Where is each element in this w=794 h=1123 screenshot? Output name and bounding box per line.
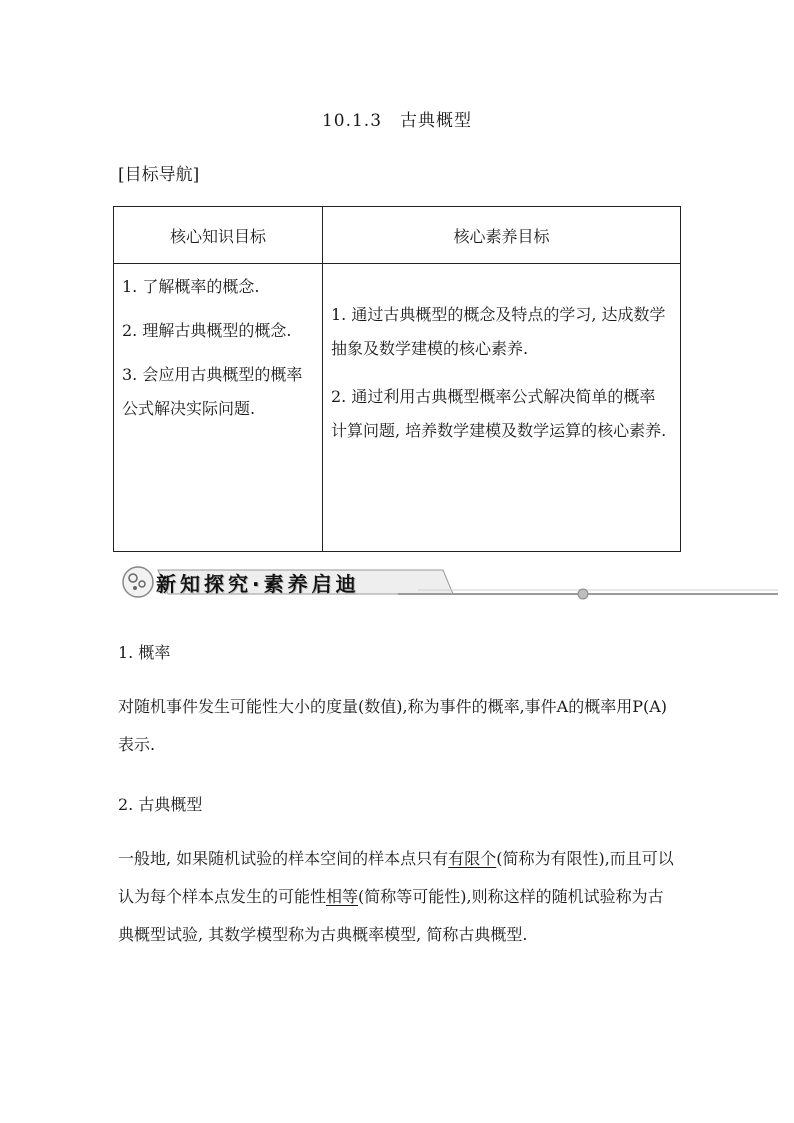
literacy-item: 1. 通过古典概型的概念及特点的学习, 达成数学抽象及数学建模的核心素养. — [331, 305, 666, 358]
section-heading: 2. 古典概型 — [118, 795, 203, 814]
header-literacy: 核心素养目标 — [323, 207, 681, 264]
table-row — [114, 264, 681, 552]
section-banner — [118, 562, 778, 602]
section-heading: 1. 概率 — [118, 643, 171, 662]
paragraph — [118, 840, 678, 954]
paragraph: 对随机事件发生可能性大小的度量(数值),称为事件的概率,事件A的概率用P(A)表示. — [118, 697, 668, 754]
literacy-cell — [323, 264, 681, 552]
section-label: [目标导航] — [118, 165, 200, 185]
literacy-item: 2. 通过利用古典概型概率公式解决简单的概率计算问题, 培养数学建模及数学运算的核心素养. — [331, 387, 667, 440]
knowledge-item: 2. 理解古典概型的概念. — [122, 321, 292, 340]
banner-dot-icon — [578, 589, 588, 599]
goals-table — [113, 206, 681, 552]
knowledge-item: 3. 会应用古典概型的概率公式解决实际问题. — [122, 365, 303, 418]
table-header-row — [114, 207, 681, 264]
banner-title: 新知探究·素养启迪 — [156, 572, 360, 596]
knowledge-cell — [114, 264, 323, 552]
text-run: 一般地, 如果随机试验的样本空间的样本点只有 — [118, 849, 449, 868]
header-knowledge: 核心知识目标 — [114, 207, 323, 264]
banner-badge-icon — [123, 567, 153, 597]
page-title: 10.1.3 古典概型 — [321, 111, 473, 131]
underlined-term: 相等 — [326, 887, 359, 906]
text-run: (简称等可能性),则称这样的随机试验称为古典概型试验, 其数学模型称为古典概率模型, 简称古典概型. — [118, 887, 664, 944]
knowledge-item: 1. 了解概率的概念. — [122, 277, 260, 296]
underlined-term: 有限个 — [448, 849, 497, 868]
text-run: (简称为有限性),而且可以认为每个样本点发生的可能性 — [118, 849, 674, 906]
